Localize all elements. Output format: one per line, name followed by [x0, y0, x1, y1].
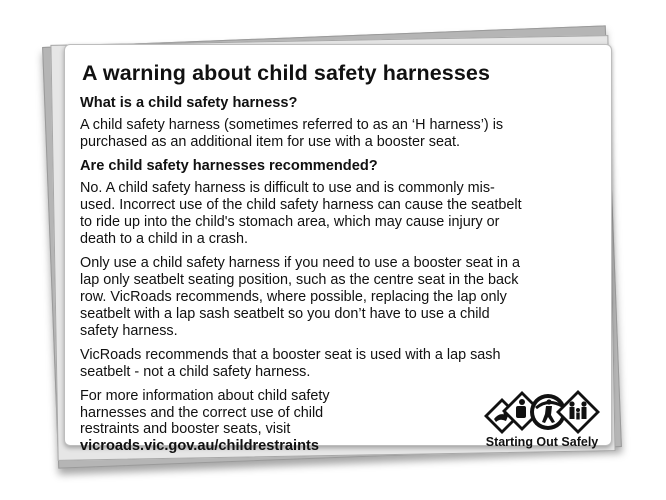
vicroads-link[interactable]: vicroads.vic.gov.au/childrestraints — [80, 437, 319, 454]
logo-graphic — [472, 388, 612, 436]
section-heading-recommended: Are child safety harnesses recommended? — [80, 158, 378, 174]
paragraph-vicroads-recommends: VicRoads recommends that a booster seat is used with a lap sash seatbelt - not a child safety harness. — [80, 347, 501, 380]
footer — [80, 388, 597, 454]
more-info-text: For more information about child safety harnesses and the correct use of child restraints and booster seats, visit vicroads.vic.gov.au/childrestraints — [80, 388, 597, 454]
paragraph-definition: A child safety harness (sometimes referred to as an ‘H harness’) is purchased as an additional item for use with a booster seat. — [80, 117, 504, 150]
starting-out-safely-logo — [472, 388, 612, 458]
section-heading-what: What is a child safety harness? — [80, 95, 298, 111]
page-title: A warning about child safety harnesses — [82, 61, 491, 85]
paragraph-only-use: Only use a child safety harness if you need to use a booster seat in a lap only seatbelt seating position, such as the centre seat in the back row. VicRoads recommends, where possible, replacing the lap only seatbelt with a lap sash seatbelt so you don’t have to use a child safety harness. — [80, 255, 520, 339]
paragraph-no: No. A child safety harness is difficult to use and is commonly mis- used. Incorrect use of the child safety harness can cause the seatbelt to ride up into the child's stomach area, which may cause injury or death to a child in a crash. — [80, 180, 522, 247]
family-icon — [556, 390, 600, 434]
warning-card — [64, 44, 612, 454]
logo-text: Starting Out Safely — [485, 435, 599, 449]
